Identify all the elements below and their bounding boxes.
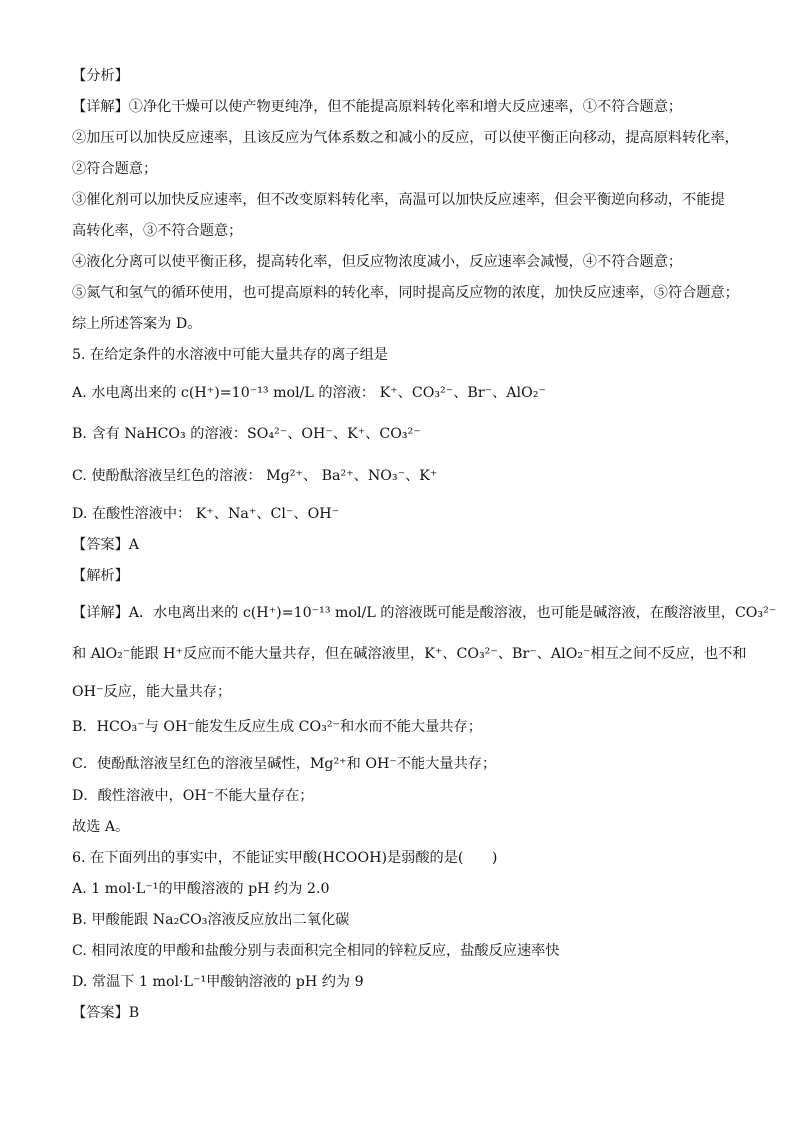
text-line: ③催化剂可以加快反应速率，但不改变原料转化率，高温可以加快反应速率，但会平衡逆向移动，不能提	[72, 192, 725, 208]
answer-label: 【答案】A	[72, 537, 139, 553]
option-b: B. 甲酸能跟 Na₂CO₃溶液反应放出二氧化碳	[72, 912, 350, 928]
option-a: A. 水电离出来的 c(H⁺)=10⁻¹³ mol/L 的溶液： K⁺、CO₃²⁻、Br⁻、AlO₂⁻	[72, 385, 546, 401]
text-line: B．HCO₃⁻与 OH⁻能发生反应生成 CO₃²⁻和水而不能大量共存；	[72, 719, 482, 735]
option-b: B. 含有 NaHCO₃ 的溶液：SO₄²⁻、OH⁻、K⁺、CO₃²⁻	[72, 426, 421, 442]
text-line: 和 AlO₂⁻能跟 H⁺反应而不能大量共存，但在碱溶液里，K⁺、CO₃²⁻、Br⁻、AlO₂⁻相互之间不反应，也不和	[72, 646, 747, 662]
section-label-analysis: 【分析】	[72, 68, 129, 84]
option-d: D. 常温下 1 mol·L⁻¹甲酸钠溶液的 pH 约为 9	[72, 974, 364, 990]
analysis-label: 【解析】	[72, 568, 129, 584]
text-line: ②符合题意；	[72, 161, 158, 177]
text-line: 综上所述答案为 D。	[72, 316, 202, 332]
text-line: 【详解】A．水电离出来的 c(H⁺)=10⁻¹³ mol/L 的溶液既可能是酸溶液，也可能是碱溶液，在酸溶液里，CO₃²⁻	[72, 605, 777, 621]
text-line: 故选 A。	[72, 819, 130, 835]
question-6: 6. 在下面列出的事实中，不能证实甲酸(HCOOH)是弱酸的是( )	[72, 850, 498, 866]
text-line: 高转化率，③不符合题意；	[72, 223, 243, 239]
option-d: D. 在酸性溶液中： K⁺、Na⁺、Cl⁻、OH⁻	[72, 506, 340, 522]
answer-label: 【答案】B	[72, 1005, 140, 1021]
text-line: C．使酚酞溶液呈红色的溶液呈碱性，Mg²⁺和 OH⁻不能大量共存；	[72, 756, 497, 772]
text-line: ②加压可以加快反应速率，且该反应为气体系数之和减小的反应，可以使平衡正向移动，提高原料转化率，	[72, 130, 739, 146]
option-a: A. 1 mol·L⁻¹的甲酸溶液的 pH 约为 2.0	[72, 881, 330, 897]
option-c: C. 使酚酞溶液呈红色的溶液： Mg²⁺、 Ba²⁺、NO₃⁻、K⁺	[72, 468, 438, 484]
text-line: ④液化分离可以使平衡正移，提高转化率，但反应物浓度减小，反应速率会减慢，④不符合题意；	[72, 254, 683, 270]
text-line: 【详解】①净化干燥可以使产物更纯净，但不能提高原料转化率和增大反应速率，①不符合题意；	[72, 99, 683, 115]
option-c: C. 相同浓度的甲酸和盐酸分别与表面积完全相同的锌粒反应，盐酸反应速率快	[72, 943, 560, 959]
question-5: 5. 在给定条件的水溶液中可能大量共存的离子组是	[72, 347, 388, 363]
text-line: ⑤氮气和氢气的循环使用，也可提高原料的转化率，同时提高反应物的浓度，加快反应速率，⑤符合题意；	[72, 285, 739, 301]
text-line: D．酸性溶液中，OH⁻不能大量存在；	[72, 788, 314, 804]
text-line: OH⁻反应，能大量共存；	[72, 684, 232, 700]
